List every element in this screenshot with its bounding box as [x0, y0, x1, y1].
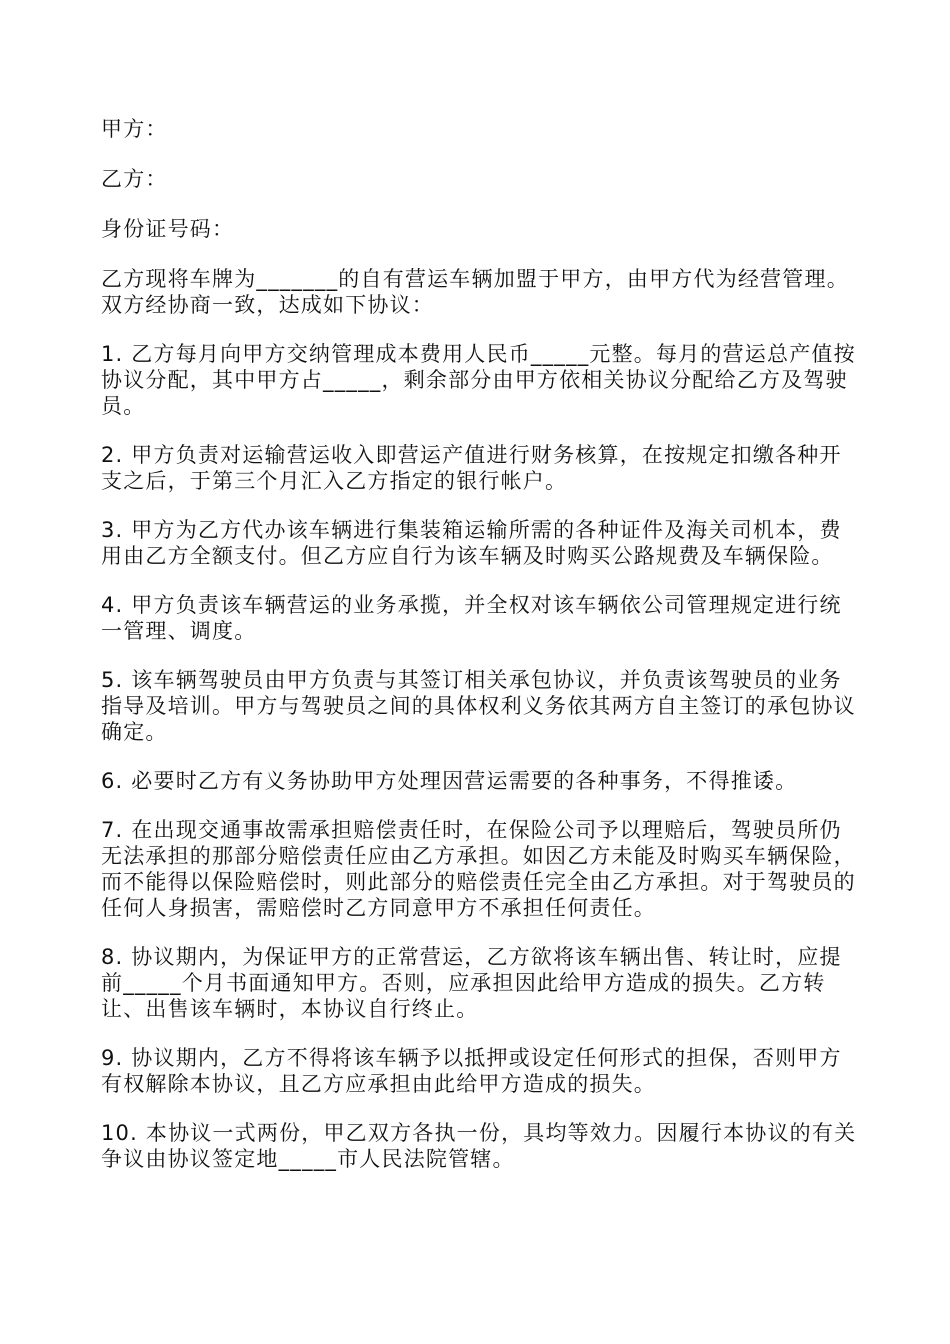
id-number-field: 身份证号码：: [101, 217, 235, 241]
document-body: [101, 116, 861, 1195]
clause-5: 5. 该车辆驾驶员由甲方负责与其签订相关承包协议，并负责该驾驶员的业务指导及培训。甲方与驾驶员之间的具体权利义务依其两方自主签订的承包协议确定。: [101, 668, 856, 744]
clause-4: 4. 甲方负责该车辆营运的业务承揽，并全权对该车辆依公司管理规定进行统一管理、调度。: [101, 593, 842, 643]
intro-paragraph: 乙方现将车牌为_______的自有营运车辆加盟于甲方，由甲方代为经营管理。双方经协商一致，达成如下协议：: [101, 267, 849, 317]
clause-2: 2. 甲方负责对运输营运收入即营运产值进行财务核算，在按规定扣缴各种开支之后，于第三个月汇入乙方指定的银行帐户。: [101, 443, 842, 493]
party-b-field: 乙方：: [101, 167, 168, 191]
clause-7: 7. 在出现交通事故需承担赔偿责任时，在保险公司予以理赔后，驾驶员所仍无法承担的那部分赔偿责任应由乙方承担。如因乙方未能及时购买车辆保险，而不能得以保险赔偿时，则此部分的赔偿责任完全由乙方承担。对于驾驶员的任何人身损害，需赔偿时乙方同意甲方不承担任何责任。: [101, 818, 856, 920]
party-a-field: 甲方：: [101, 117, 168, 141]
clause-9: 9. 协议期内，乙方不得将该车辆予以抵押或设定任何形式的担保，否则甲方有权解除本协议，且乙方应承担由此给甲方造成的损失。: [101, 1046, 842, 1096]
clause-1: 1. 乙方每月向甲方交纳管理成本费用人民币_____元整。每月的营运总产值按协议分配，其中甲方占_____，剩余部分由甲方依相关协议分配给乙方及驾驶员。: [101, 342, 856, 418]
clause-8: 8. 协议期内，为保证甲方的正常营运，乙方欲将该车辆出售、转让时，应提前_____个月书面通知甲方。否则，应承担因此给甲方造成的损失。乙方转让、出售该车辆时，本协议自行终止。: [101, 945, 842, 1021]
clause-6: 6. 必要时乙方有义务协助甲方处理因营运需要的各种事务，不得推诿。: [101, 769, 798, 793]
clause-10: 10. 本协议一式两份，甲乙双方各执一份，具均等效力。因履行本协议的有关争议由协议签定地_____市人民法院管辖。: [101, 1121, 857, 1171]
clause-3: 3. 甲方为乙方代办该车辆进行集装箱运输所需的各种证件及海关司机本，费用由乙方全额支付。但乙方应自行为该车辆及时购买公路规费及车辆保险。: [101, 518, 842, 568]
